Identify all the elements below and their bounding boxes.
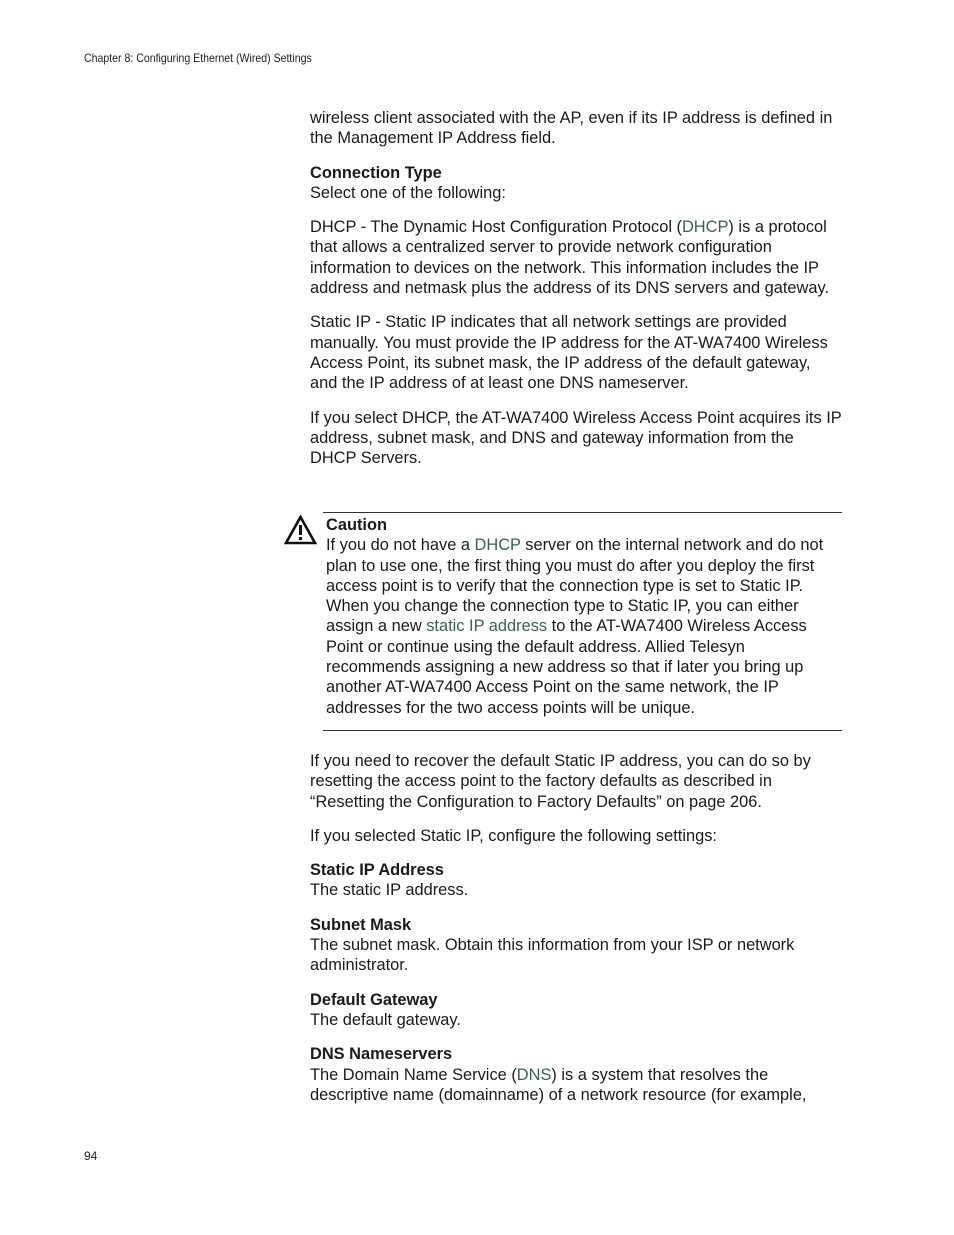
recover-paragraph: If you need to recover the default Static IP address, you can do so by resetting the access point to the factory defaults as described in “Resetting the Configuration to Factory Defaults” on page 206. <box>310 752 811 811</box>
static-ip-address-section <box>310 860 842 901</box>
static-ip-address-term: Static IP Address <box>310 861 444 880</box>
caution-body <box>326 515 842 718</box>
dns-text-pre: The Domain Name Service ( <box>310 1065 517 1084</box>
intro-paragraph: wireless client associated with the AP, even if its IP address is defined in the Management IP Address field. <box>310 109 833 148</box>
page-number: 94 <box>84 1149 98 1163</box>
default-gateway-section <box>310 990 842 1031</box>
caution-text-2: server on the internal network and do not plan to use one, the first thing you must do after you deploy the first access point is to verify that the connection type is set to Static IP. When you change the connection type to Static IP, you can either assign a new <box>326 536 824 636</box>
caution-text-1: If you do not have a <box>326 536 475 555</box>
lower-content <box>310 751 842 1119</box>
warning-triangle-icon <box>284 515 317 545</box>
running-header: Chapter 8: Configuring Ethernet (Wired) Settings <box>84 51 312 65</box>
caution-static-ip-link[interactable]: static IP address <box>426 617 548 636</box>
dhcp-text-pre: DHCP - The Dynamic Host Configuration Protocol ( <box>310 218 682 237</box>
caution-bottom-rule <box>323 730 842 731</box>
connection-type-desc: Select one of the following: <box>310 183 506 202</box>
caution-top-rule <box>323 512 842 513</box>
dns-nameservers-term: DNS Nameservers <box>310 1045 453 1064</box>
default-gateway-desc: The default gateway. <box>310 1010 461 1029</box>
default-gateway-term: Default Gateway <box>310 990 438 1009</box>
dhcp-link[interactable]: DHCP <box>681 218 729 237</box>
dhcp-paragraph <box>310 217 842 298</box>
subnet-mask-section <box>310 915 842 976</box>
connection-type-section <box>310 163 842 204</box>
dhcp-text-post: ) is a protocol that allows a centralized server to provide network configuration information to devices on the network. This information includes the IP address and netmask plus the address of its DNS servers and gateway. <box>310 218 829 298</box>
select-dhcp-paragraph: If you select DHCP, the AT-WA7400 Wireless Access Point acquires its IP address, subnet mask, and DNS and gateway information from the DHCP Servers. <box>310 408 842 468</box>
dns-nameservers-section <box>310 1044 842 1105</box>
subnet-mask-term: Subnet Mask <box>310 915 412 934</box>
connection-type-term: Connection Type <box>310 163 442 182</box>
selected-static-paragraph: If you selected Static IP, configure the following settings: <box>310 826 717 845</box>
dns-text-post: ) is a system that resolves the descriptive name (domainname) of a network resource (for example, <box>310 1065 807 1104</box>
subnet-mask-desc: The subnet mask. Obtain this information from your ISP or network administrator. <box>310 936 795 975</box>
caution-text-3: to the AT-WA7400 Wireless Access Point or continue using the default address. Allied Telesyn recommends assigning a new address so that if later you bring up another AT-WA7400 Access Point on the same network, the IP addresses for the two access points will be unique. <box>326 617 807 717</box>
caution-dhcp-link[interactable]: DHCP <box>474 536 521 555</box>
static-ip-paragraph: Static IP - Static IP indicates that all network settings are provided manually. You must provide the IP address for the AT-WA7400 Wireless Access Point, its subnet mask, the IP address of the default gateway, and the IP address of at least one DNS nameserver. <box>310 313 828 393</box>
main-content <box>310 108 842 482</box>
dns-link[interactable]: DNS <box>516 1065 552 1084</box>
static-ip-address-desc: The static IP address. <box>310 881 469 900</box>
caution-title: Caution <box>326 516 388 534</box>
